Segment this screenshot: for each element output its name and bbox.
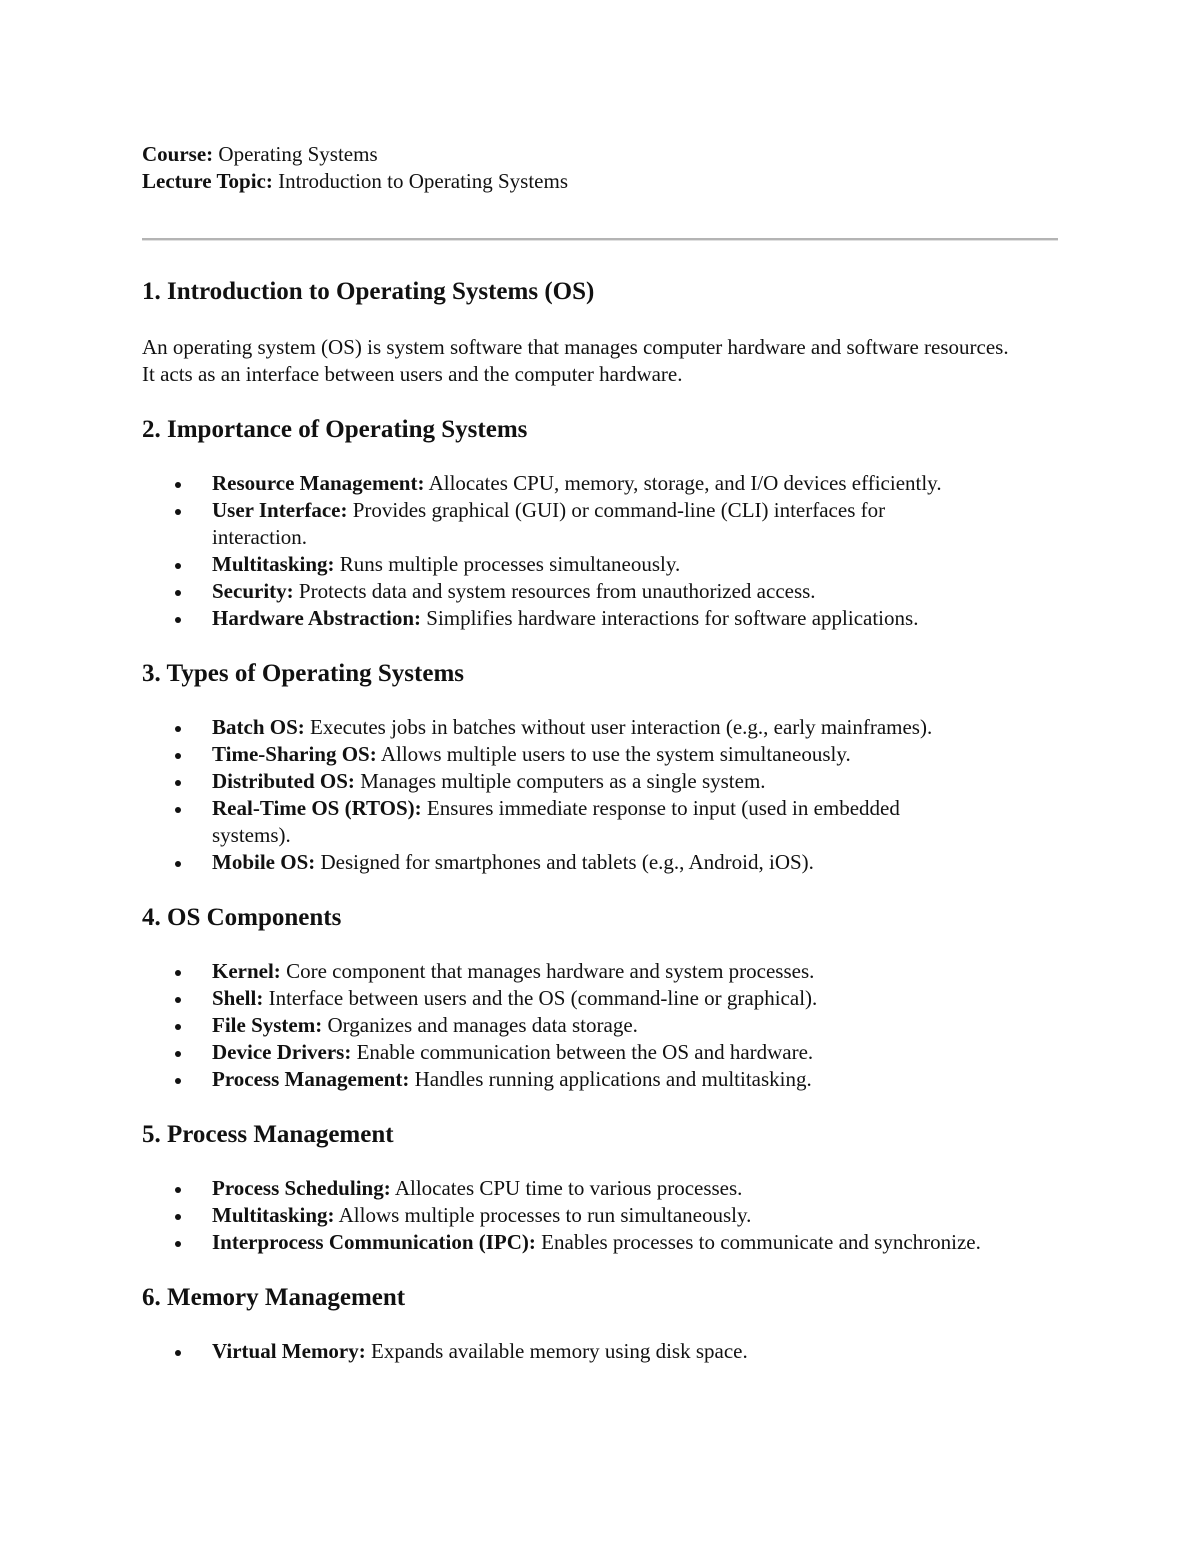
item-term: Resource Management: (212, 471, 425, 495)
topic-value: Introduction to Operating Systems (278, 169, 569, 193)
bullet-icon (175, 1187, 181, 1193)
list-item (142, 470, 982, 497)
list-item (142, 768, 982, 795)
item-desc: Executes jobs in batches without user interaction (e.g., early mainframes). (310, 715, 933, 739)
section-heading-memory-management: 6. Memory Management (142, 1284, 406, 1311)
item-desc: Ensures immediate response to input (used in embedded systems). (212, 796, 900, 847)
item-term: Kernel: (212, 959, 281, 983)
item-term: Mobile OS: (212, 850, 316, 874)
list-process-management (142, 1175, 1060, 1256)
section-heading-components: 4. OS Components (142, 904, 342, 931)
list-item (142, 958, 982, 985)
item-desc: Allows multiple processes to run simultaneously. (338, 1203, 752, 1227)
bullet-icon (175, 482, 181, 488)
item-desc: Allocates CPU time to various processes. (394, 1176, 743, 1200)
list-item (142, 1012, 982, 1039)
list-item (142, 714, 982, 741)
bullet-icon (175, 1024, 181, 1030)
list-item (142, 985, 982, 1012)
item-term: File System: (212, 1013, 323, 1037)
bullet-icon (175, 1078, 181, 1084)
horizontal-divider (142, 238, 1058, 241)
item-desc: Manages multiple computers as a single system. (360, 769, 766, 793)
bullet-icon (175, 1350, 181, 1356)
list-item (142, 578, 982, 605)
item-term: Interprocess Communication (IPC): (212, 1230, 536, 1254)
item-term: User Interface: (212, 498, 348, 522)
bullet-icon (175, 807, 181, 813)
item-term: Process Management: (212, 1067, 410, 1091)
list-item (142, 1202, 982, 1229)
list-item (142, 795, 982, 849)
item-desc: Enables processes to communicate and synchronize. (541, 1230, 981, 1254)
item-desc: Organizes and manages data storage. (327, 1013, 638, 1037)
section-heading-process-management: 5. Process Management (142, 1121, 394, 1148)
item-desc: Simplifies hardware interactions for software applications. (426, 606, 919, 630)
item-term: Time-Sharing OS: (212, 742, 377, 766)
bullet-icon (175, 997, 181, 1003)
item-term: Hardware Abstraction: (212, 606, 422, 630)
item-desc: Handles running applications and multitasking. (414, 1067, 812, 1091)
list-item (142, 849, 982, 876)
item-desc: Expands available memory using disk space. (371, 1339, 748, 1363)
bullet-icon (175, 970, 181, 976)
item-term: Distributed OS: (212, 769, 355, 793)
item-term: Multitasking: (212, 552, 335, 576)
list-item (142, 1175, 982, 1202)
item-desc: Protects data and system resources from unauthorized access. (298, 579, 816, 603)
item-term: Real-Time OS (RTOS): (212, 796, 422, 820)
bullet-icon (175, 1214, 181, 1220)
list-item (142, 551, 982, 578)
section-heading-importance: 2. Importance of Operating Systems (142, 416, 528, 443)
item-term: Batch OS: (212, 715, 305, 739)
topic-label: Lecture Topic: (142, 169, 273, 193)
list-types (142, 714, 1060, 876)
course-label: Course: (142, 142, 214, 166)
item-term: Multitasking: (212, 1203, 335, 1227)
item-desc: Interface between users and the OS (command-line or graphical). (268, 986, 818, 1010)
list-item (142, 1066, 982, 1093)
bullet-icon (175, 1241, 181, 1247)
bullet-icon (175, 1051, 181, 1057)
item-desc: Designed for smartphones and tablets (e.g., Android, iOS). (320, 850, 814, 874)
item-desc: Provides graphical (GUI) or command-line (CLI) interfaces for interaction. (212, 498, 886, 549)
bullet-icon (175, 563, 181, 569)
item-term: Device Drivers: (212, 1040, 352, 1064)
list-item (142, 497, 982, 551)
item-desc: Enable communication between the OS and hardware. (356, 1040, 814, 1064)
course-line (142, 141, 1060, 168)
course-value: Operating Systems (218, 142, 378, 166)
bullet-icon (175, 590, 181, 596)
bullet-icon (175, 861, 181, 867)
list-memory-management (142, 1338, 1060, 1365)
item-desc: Core component that manages hardware and system processes. (286, 959, 815, 983)
bullet-icon (175, 780, 181, 786)
item-desc: Runs multiple processes simultaneously. (339, 552, 681, 576)
section-heading-types: 3. Types of Operating Systems (142, 660, 464, 687)
list-item (142, 1229, 982, 1256)
item-desc: Allocates CPU, memory, storage, and I/O devices efficiently. (428, 471, 942, 495)
item-term: Shell: (212, 986, 264, 1010)
bullet-icon (175, 509, 181, 515)
topic-line (142, 168, 1060, 195)
section-heading-introduction: 1. Introduction to Operating Systems (OS) (142, 278, 595, 305)
bullet-icon (175, 753, 181, 759)
item-desc: Allows multiple users to use the system simultaneously. (380, 742, 851, 766)
section-paragraph-introduction: An operating system (OS) is system software that manages computer hardware and software resources. It acts as an interface between users and the computer hardware. (142, 335, 1009, 386)
list-item (142, 741, 982, 768)
list-item (142, 605, 982, 632)
list-importance (142, 470, 1060, 632)
item-term: Security: (212, 579, 294, 603)
item-term: Virtual Memory: (212, 1339, 366, 1363)
list-components (142, 958, 1060, 1093)
bullet-icon (175, 726, 181, 732)
list-item (142, 1039, 982, 1066)
document-page (142, 141, 1060, 1365)
item-term: Process Scheduling: (212, 1176, 391, 1200)
bullet-icon (175, 617, 181, 623)
list-item (142, 1338, 982, 1365)
